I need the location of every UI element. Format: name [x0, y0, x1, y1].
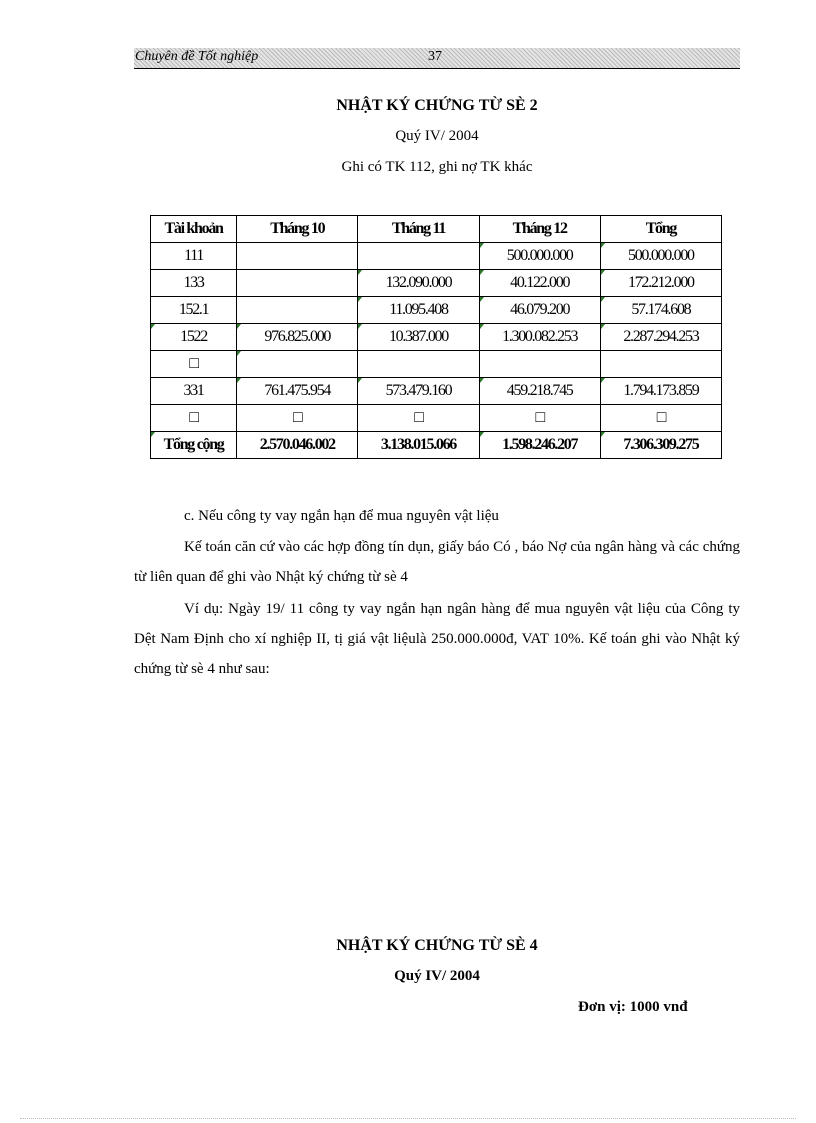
table-cell: □ [151, 351, 237, 378]
table-total-row [151, 432, 722, 459]
col-header-total: Tổng [600, 216, 721, 243]
paragraph-example: Ví dụ: Ngày 19/ 11 công ty vay ngắn hạn ngân hàng để mua nguyên vật liệu của Công ty Dệt Nam Định cho xí nghiệp II, tị giá vật liệulà 250.000.000đ, VAT 10%. Kế toán ghi vào Nhật ký chứng từ sè 4 như sau: [134, 601, 740, 677]
table-cell: 172.212.000 [600, 270, 721, 297]
table-cell: 57.174.608 [600, 297, 721, 324]
table-cell: □ [358, 405, 479, 432]
page-number: 37 [428, 49, 442, 64]
table-cell: 40.122.000 [479, 270, 600, 297]
table-cell [600, 351, 721, 378]
journal-table [150, 215, 722, 459]
table-cell [479, 351, 600, 378]
table-cell: 1.794.173.859 [600, 378, 721, 405]
col-header-account: Tài khoản [151, 216, 237, 243]
table-row [151, 270, 722, 297]
section2-title: NHẬT KÝ CHỨNG TỪ SÈ 2 [336, 97, 538, 114]
section4-period: Quý IV/ 2004 [394, 968, 480, 984]
table-row [151, 351, 722, 378]
table-cell [358, 351, 479, 378]
table-row [151, 405, 722, 432]
table-cell [237, 297, 358, 324]
table-cell: 459.218.745 [479, 378, 600, 405]
table-cell: 11.095.408 [358, 297, 479, 324]
table-cell [237, 351, 358, 378]
table-cell: 976.825.000 [237, 324, 358, 351]
table-cell: 111 [151, 243, 237, 270]
table-cell: 2.287.294.253 [600, 324, 721, 351]
section2-subtitle: Ghi có TK 112, ghi nợ TK khác [341, 159, 533, 175]
table-cell: □ [479, 405, 600, 432]
col-header-month11: Tháng 11 [358, 216, 479, 243]
table-row [151, 297, 722, 324]
table-cell: 132.090.000 [358, 270, 479, 297]
table-cell: □ [600, 405, 721, 432]
page-footer-divider [20, 1118, 796, 1119]
table-cell [358, 243, 479, 270]
table-cell: 133 [151, 270, 237, 297]
unit-label: Đơn vị: 1000 vnđ [578, 999, 688, 1015]
table-cell: 500.000.000 [600, 243, 721, 270]
paragraph-heading-c: c. Nếu công ty vay ngắn hạn để mua nguyên vật liệu [184, 508, 499, 524]
paragraph-accounting-basis: Kế toán căn cứ vào các hợp đồng tín dụn, giấy báo Có , báo Nợ của ngân hàng và các chứng từ liên quan để ghi vào Nhật ký chứng từ sè 4 [134, 539, 740, 585]
table-cell: 46.079.200 [479, 297, 600, 324]
table-cell [237, 243, 358, 270]
table-cell: □ [237, 405, 358, 432]
table-cell: 573.479.160 [358, 378, 479, 405]
table-cell: □ [151, 405, 237, 432]
section2-period: Quý IV/ 2004 [395, 128, 479, 144]
col-header-month12: Tháng 12 [479, 216, 600, 243]
table-cell: 1522 [151, 324, 237, 351]
section4-title: NHẬT KÝ CHỨNG TỪ SÈ 4 [336, 937, 538, 954]
table-cell: 1.598.246.207 [479, 432, 600, 459]
table-row [151, 243, 722, 270]
table-cell [237, 270, 358, 297]
table-cell: Tổng cộng [151, 432, 237, 459]
table-cell: 10.387.000 [358, 324, 479, 351]
table-cell: 761.475.954 [237, 378, 358, 405]
table-cell: 1.300.082.253 [479, 324, 600, 351]
table-cell: 331 [151, 378, 237, 405]
header-title: Chuyên đề Tốt nghiệp [135, 49, 259, 64]
col-header-month10: Tháng 10 [237, 216, 358, 243]
table-cell: 3.138.015.066 [358, 432, 479, 459]
table-row [151, 378, 722, 405]
table-cell: 7.306.309.275 [600, 432, 721, 459]
table-cell: 500.000.000 [479, 243, 600, 270]
table-row [151, 324, 722, 351]
table-cell: 2.570.046.002 [237, 432, 358, 459]
table-header-row [151, 216, 722, 243]
table-cell: 152.1 [151, 297, 237, 324]
page-header [134, 48, 740, 69]
